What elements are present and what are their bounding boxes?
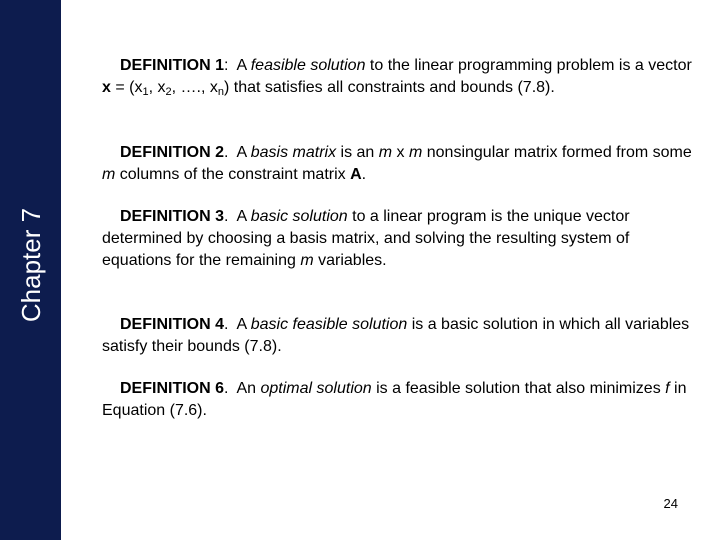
definition-1: DEFINITION 1: A feasible solution to the linear programming problem is a vector $x = (x_1$, $x_2$, …., $x_n$) that satisfies all constraints and bounds (7.8). <box>102 57 692 98</box>
definition-term: basic feasible solution <box>250 316 408 333</box>
definition-number: DEFINITION 4 <box>120 316 225 333</box>
definition-number: DEFINITION 1 <box>120 57 225 74</box>
definition-term: basic solution <box>250 208 348 225</box>
chapter-sidebar <box>0 0 61 540</box>
chapter-label: Chapter 7 <box>16 207 46 323</box>
definition-6: DEFINITION 6. An optimal solution is a feasible solution that also minimizes f in Equation (7.6). <box>102 380 687 419</box>
definition-2: DEFINITION 2. A basis matrix is an m x m nonsingular matrix formed from some m columns of the constraint matrix A. <box>102 144 692 183</box>
page-number: 24 <box>663 496 678 511</box>
definition-term: optimal solution <box>260 380 372 397</box>
definition-number: DEFINITION 3 <box>120 208 225 225</box>
definition-4: DEFINITION 4. A basic feasible solution is a basic solution in which all variables satisfy their bounds (7.8). <box>102 316 690 355</box>
definition-number: DEFINITION 6 <box>120 380 225 397</box>
definition-term: feasible solution <box>250 57 366 74</box>
definition-number: DEFINITION 2 <box>120 144 225 161</box>
definition-term: basis matrix <box>250 144 337 161</box>
definition-3: DEFINITION 3. A basic solution to a linear program is the unique vector determined by choosing a basis matrix, and solving the resulting system of equations for the remaining m variables. <box>102 208 630 269</box>
